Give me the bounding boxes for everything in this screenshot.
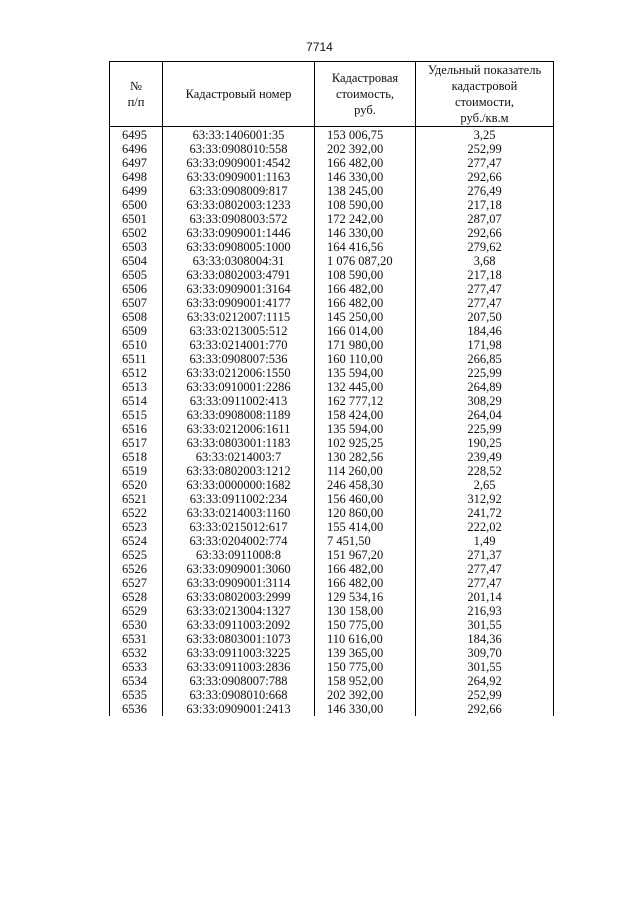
row-number-cell: 6501 [110, 212, 163, 226]
specific-indicator-cell: 277,47 [416, 296, 554, 310]
cadastral-number-cell: 63:33:0204002:774 [163, 534, 315, 548]
cadastral-cost-cell: 162 777,12 [315, 394, 416, 408]
cadastral-number-cell: 63:33:0910001:2286 [163, 380, 315, 394]
row-number-cell: 6519 [110, 464, 163, 478]
cadastral-cost-cell: 139 365,00 [315, 646, 416, 660]
row-number-cell: 6528 [110, 590, 163, 604]
specific-indicator-cell: 264,04 [416, 408, 554, 422]
row-number-cell: 6530 [110, 618, 163, 632]
cadastral-cost-cell: 246 458,30 [315, 478, 416, 492]
specific-indicator-cell: 287,07 [416, 212, 554, 226]
specific-indicator-cell: 190,25 [416, 436, 554, 450]
cadastral-cost-cell: 110 616,00 [315, 632, 416, 646]
table-row [110, 324, 554, 338]
cadastral-cost-cell: 108 590,00 [315, 198, 416, 212]
cadastral-number-cell: 63:33:0212006:1550 [163, 366, 315, 380]
specific-indicator-cell: 217,18 [416, 268, 554, 282]
header-number [110, 62, 163, 127]
specific-indicator-cell: 222,02 [416, 520, 554, 534]
cadastral-cost-cell: 120 860,00 [315, 506, 416, 520]
row-number-cell: 6515 [110, 408, 163, 422]
row-number-cell: 6507 [110, 296, 163, 310]
header-specific-indicator [416, 62, 554, 127]
table-row [110, 156, 554, 170]
cadastral-cost-cell: 171 980,00 [315, 338, 416, 352]
cadastral-number-cell: 63:33:0911008:8 [163, 548, 315, 562]
cadastral-cost-cell: 158 952,00 [315, 674, 416, 688]
cadastral-number-cell: 63:33:0909001:1163 [163, 170, 315, 184]
row-number-cell: 6510 [110, 338, 163, 352]
cadastral-cost-cell: 156 460,00 [315, 492, 416, 506]
table-row [110, 436, 554, 450]
table-row [110, 184, 554, 198]
specific-indicator-cell: 308,29 [416, 394, 554, 408]
row-number-cell: 6524 [110, 534, 163, 548]
table-row [110, 520, 554, 534]
specific-indicator-cell: 241,72 [416, 506, 554, 520]
table-row [110, 450, 554, 464]
cadastral-cost-cell: 166 482,00 [315, 576, 416, 590]
table-row [110, 674, 554, 688]
cadastral-cost-cell: 146 330,00 [315, 170, 416, 184]
specific-indicator-cell: 216,93 [416, 604, 554, 618]
cadastral-number-cell: 63:33:0908003:572 [163, 212, 315, 226]
cadastral-number-cell: 63:33:0802003:2999 [163, 590, 315, 604]
row-number-cell: 6511 [110, 352, 163, 366]
cadastral-number-cell: 63:33:0909001:3164 [163, 282, 315, 296]
table-row [110, 142, 554, 156]
cadastral-cost-cell: 172 242,00 [315, 212, 416, 226]
cadastral-cost-cell: 146 330,00 [315, 226, 416, 240]
table-row [110, 310, 554, 324]
specific-indicator-cell: 3,68 [416, 254, 554, 268]
row-number-cell: 6525 [110, 548, 163, 562]
cadastral-cost-cell: 130 282,56 [315, 450, 416, 464]
cadastral-number-cell: 63:33:0802003:1233 [163, 198, 315, 212]
cadastral-cost-cell: 151 967,20 [315, 548, 416, 562]
specific-indicator-cell: 252,99 [416, 142, 554, 156]
cadastral-number-cell: 63:33:0214003:7 [163, 450, 315, 464]
cadastral-number-cell: 63:33:0911002:234 [163, 492, 315, 506]
cadastral-cost-cell: 166 482,00 [315, 156, 416, 170]
cadastral-number-cell: 63:33:0909001:4177 [163, 296, 315, 310]
cadastral-cost-cell: 129 534,16 [315, 590, 416, 604]
row-number-cell: 6506 [110, 282, 163, 296]
header-cost-line-3: руб. [354, 103, 376, 117]
table-row [110, 576, 554, 590]
cadastral-number-cell: 63:33:0215012:617 [163, 520, 315, 534]
cadastral-cost-cell: 138 245,00 [315, 184, 416, 198]
cadastral-number-cell: 63:33:0909001:3060 [163, 562, 315, 576]
cadastral-number-cell: 63:33:0911002:413 [163, 394, 315, 408]
cadastral-number-cell: 63:33:0213005:512 [163, 324, 315, 338]
cadastral-cost-cell: 166 482,00 [315, 562, 416, 576]
table-row [110, 632, 554, 646]
table-row [110, 590, 554, 604]
header-cadastral-cost [315, 62, 416, 127]
table-row [110, 296, 554, 310]
cadastral-cost-cell: 108 590,00 [315, 268, 416, 282]
specific-indicator-cell: 228,52 [416, 464, 554, 478]
specific-indicator-cell: 264,89 [416, 380, 554, 394]
row-number-cell: 6521 [110, 492, 163, 506]
row-number-cell: 6499 [110, 184, 163, 198]
specific-indicator-cell: 292,66 [416, 702, 554, 716]
cadastral-number-cell: 63:33:0911003:3225 [163, 646, 315, 660]
row-number-cell: 6531 [110, 632, 163, 646]
specific-indicator-cell: 1,49 [416, 534, 554, 548]
cadastral-number-cell: 63:33:0308004:31 [163, 254, 315, 268]
cadastral-number-cell: 63:33:0911003:2092 [163, 618, 315, 632]
cadastral-cost-cell: 166 482,00 [315, 296, 416, 310]
specific-indicator-cell: 207,50 [416, 310, 554, 324]
table-row [110, 226, 554, 240]
header-cost-line-2: стоимость, [335, 87, 395, 101]
row-number-cell: 6513 [110, 380, 163, 394]
cadastral-number-cell: 63:33:0000000:1682 [163, 478, 315, 492]
cadastral-cost-cell: 130 158,00 [315, 604, 416, 618]
row-number-cell: 6503 [110, 240, 163, 254]
row-number-cell: 6516 [110, 422, 163, 436]
table-row [110, 562, 554, 576]
cadastral-cost-cell: 146 330,00 [315, 702, 416, 716]
cadastral-number-cell: 63:33:0908008:1189 [163, 408, 315, 422]
row-number-cell: 6509 [110, 324, 163, 338]
table-row [110, 408, 554, 422]
table-row [110, 268, 554, 282]
specific-indicator-cell: 239,49 [416, 450, 554, 464]
header-specific-line-2: кадастровой [451, 79, 518, 93]
specific-indicator-cell: 266,85 [416, 352, 554, 366]
specific-indicator-cell: 277,47 [416, 562, 554, 576]
row-number-cell: 6504 [110, 254, 163, 268]
cadastral-cost-cell: 150 775,00 [315, 618, 416, 632]
specific-indicator-cell: 217,18 [416, 198, 554, 212]
header-specific-line-4: руб./кв.м [460, 111, 509, 125]
specific-indicator-cell: 2,65 [416, 478, 554, 492]
cadastral-number-cell: 63:33:0212006:1611 [163, 422, 315, 436]
cadastral-number-cell: 63:33:0909001:3114 [163, 576, 315, 590]
cadastral-number-cell: 63:33:0909001:2413 [163, 702, 315, 716]
table-row [110, 478, 554, 492]
row-number-cell: 6534 [110, 674, 163, 688]
cadastral-cost-cell: 114 260,00 [315, 464, 416, 478]
cadastral-cost-cell: 135 594,00 [315, 422, 416, 436]
specific-indicator-cell: 184,46 [416, 324, 554, 338]
table-row [110, 127, 554, 143]
table-row [110, 240, 554, 254]
table-body [110, 127, 554, 717]
table-row [110, 366, 554, 380]
specific-indicator-cell: 184,36 [416, 632, 554, 646]
cadastral-cost-cell: 7 451,50 [315, 534, 416, 548]
table-row [110, 492, 554, 506]
table-row [110, 604, 554, 618]
row-number-cell: 6535 [110, 688, 163, 702]
table-row [110, 618, 554, 632]
row-number-cell: 6536 [110, 702, 163, 716]
row-number-cell: 6508 [110, 310, 163, 324]
table-row [110, 534, 554, 548]
specific-indicator-cell: 277,47 [416, 576, 554, 590]
cadastral-number-cell: 63:33:1406001:35 [163, 127, 315, 143]
page-number: 7714 [306, 40, 333, 54]
cadastral-cost-cell: 202 392,00 [315, 688, 416, 702]
cadastral-number-cell: 63:33:0908009:817 [163, 184, 315, 198]
cadastral-number-cell: 63:33:0802003:1212 [163, 464, 315, 478]
cadastral-number-cell: 63:33:0214001:770 [163, 338, 315, 352]
table-row [110, 254, 554, 268]
specific-indicator-cell: 312,92 [416, 492, 554, 506]
row-number-cell: 6496 [110, 142, 163, 156]
specific-indicator-cell: 301,55 [416, 618, 554, 632]
cadastral-cost-cell: 145 250,00 [315, 310, 416, 324]
cadastral-number-cell: 63:33:0803001:1183 [163, 436, 315, 450]
cadastral-table [109, 61, 554, 716]
row-number-cell: 6533 [110, 660, 163, 674]
row-number-cell: 6526 [110, 562, 163, 576]
specific-indicator-cell: 3,25 [416, 127, 554, 143]
cadastral-cost-cell: 153 006,75 [315, 127, 416, 143]
table-row [110, 422, 554, 436]
specific-indicator-cell: 276,49 [416, 184, 554, 198]
row-number-cell: 6498 [110, 170, 163, 184]
header-cadastral-number [163, 62, 315, 127]
table-row [110, 170, 554, 184]
cadastral-number-cell: 63:33:0908007:788 [163, 674, 315, 688]
row-number-cell: 6514 [110, 394, 163, 408]
cadastral-cost-cell: 135 594,00 [315, 366, 416, 380]
specific-indicator-cell: 225,99 [416, 422, 554, 436]
cadastral-cost-cell: 202 392,00 [315, 142, 416, 156]
header-number-line-1: № [130, 79, 142, 93]
table-row [110, 702, 554, 716]
specific-indicator-cell: 301,55 [416, 660, 554, 674]
specific-indicator-cell: 225,99 [416, 366, 554, 380]
row-number-cell: 6495 [110, 127, 163, 143]
row-number-cell: 6502 [110, 226, 163, 240]
cadastral-number-cell: 63:33:0911003:2836 [163, 660, 315, 674]
table-row [110, 394, 554, 408]
cadastral-number-cell: 63:33:0213004:1327 [163, 604, 315, 618]
header-specific-line-3: стоимости, [454, 95, 515, 109]
cadastral-cost-cell: 164 416,56 [315, 240, 416, 254]
table-row [110, 646, 554, 660]
cadastral-number-cell: 63:33:0802003:4791 [163, 268, 315, 282]
specific-indicator-cell: 277,47 [416, 282, 554, 296]
row-number-cell: 6527 [110, 576, 163, 590]
cadastral-number-cell: 63:33:0908007:536 [163, 352, 315, 366]
specific-indicator-cell: 201,14 [416, 590, 554, 604]
cadastral-number-cell: 63:33:0909001:1446 [163, 226, 315, 240]
cadastral-cost-cell: 132 445,00 [315, 380, 416, 394]
cadastral-number-cell: 63:33:0908010:558 [163, 142, 315, 156]
table-row [110, 688, 554, 702]
table-header-row [110, 62, 554, 127]
header-cadastral-number-text: Кадастровый номер [185, 87, 292, 101]
specific-indicator-cell: 292,66 [416, 226, 554, 240]
table-row [110, 338, 554, 352]
table-row [110, 660, 554, 674]
cadastral-cost-cell: 166 482,00 [315, 282, 416, 296]
cadastral-cost-cell: 102 925,25 [315, 436, 416, 450]
specific-indicator-cell: 309,70 [416, 646, 554, 660]
cadastral-cost-cell: 150 775,00 [315, 660, 416, 674]
cadastral-cost-cell: 166 014,00 [315, 324, 416, 338]
row-number-cell: 6518 [110, 450, 163, 464]
cadastral-cost-cell: 1 076 087,20 [315, 254, 416, 268]
row-number-cell: 6500 [110, 198, 163, 212]
row-number-cell: 6497 [110, 156, 163, 170]
header-cost-line-1: Кадастровая [331, 71, 399, 85]
cadastral-number-cell: 63:33:0803001:1073 [163, 632, 315, 646]
cadastral-number-cell: 63:33:0908005:1000 [163, 240, 315, 254]
table-row [110, 506, 554, 520]
cadastral-number-cell: 63:33:0909001:4542 [163, 156, 315, 170]
cadastral-cost-cell: 160 110,00 [315, 352, 416, 366]
table-row [110, 464, 554, 478]
row-number-cell: 6523 [110, 520, 163, 534]
cadastral-number-cell: 63:33:0214003:1160 [163, 506, 315, 520]
row-number-cell: 6520 [110, 478, 163, 492]
specific-indicator-cell: 279,62 [416, 240, 554, 254]
specific-indicator-cell: 271,37 [416, 548, 554, 562]
cadastral-cost-cell: 155 414,00 [315, 520, 416, 534]
table-row [110, 380, 554, 394]
cadastral-cost-cell: 158 424,00 [315, 408, 416, 422]
row-number-cell: 6505 [110, 268, 163, 282]
header-number-line-2: п/п [127, 95, 145, 109]
specific-indicator-cell: 252,99 [416, 688, 554, 702]
row-number-cell: 6517 [110, 436, 163, 450]
table-row [110, 548, 554, 562]
table-row [110, 198, 554, 212]
table-row [110, 352, 554, 366]
table-row [110, 282, 554, 296]
row-number-cell: 6529 [110, 604, 163, 618]
cadastral-number-cell: 63:33:0212007:1115 [163, 310, 315, 324]
row-number-cell: 6522 [110, 506, 163, 520]
specific-indicator-cell: 171,98 [416, 338, 554, 352]
row-number-cell: 6512 [110, 366, 163, 380]
row-number-cell: 6532 [110, 646, 163, 660]
header-specific-line-1: Удельный показатель [427, 63, 542, 77]
specific-indicator-cell: 292,66 [416, 170, 554, 184]
specific-indicator-cell: 264,92 [416, 674, 554, 688]
table-row [110, 212, 554, 226]
cadastral-number-cell: 63:33:0908010:668 [163, 688, 315, 702]
specific-indicator-cell: 277,47 [416, 156, 554, 170]
